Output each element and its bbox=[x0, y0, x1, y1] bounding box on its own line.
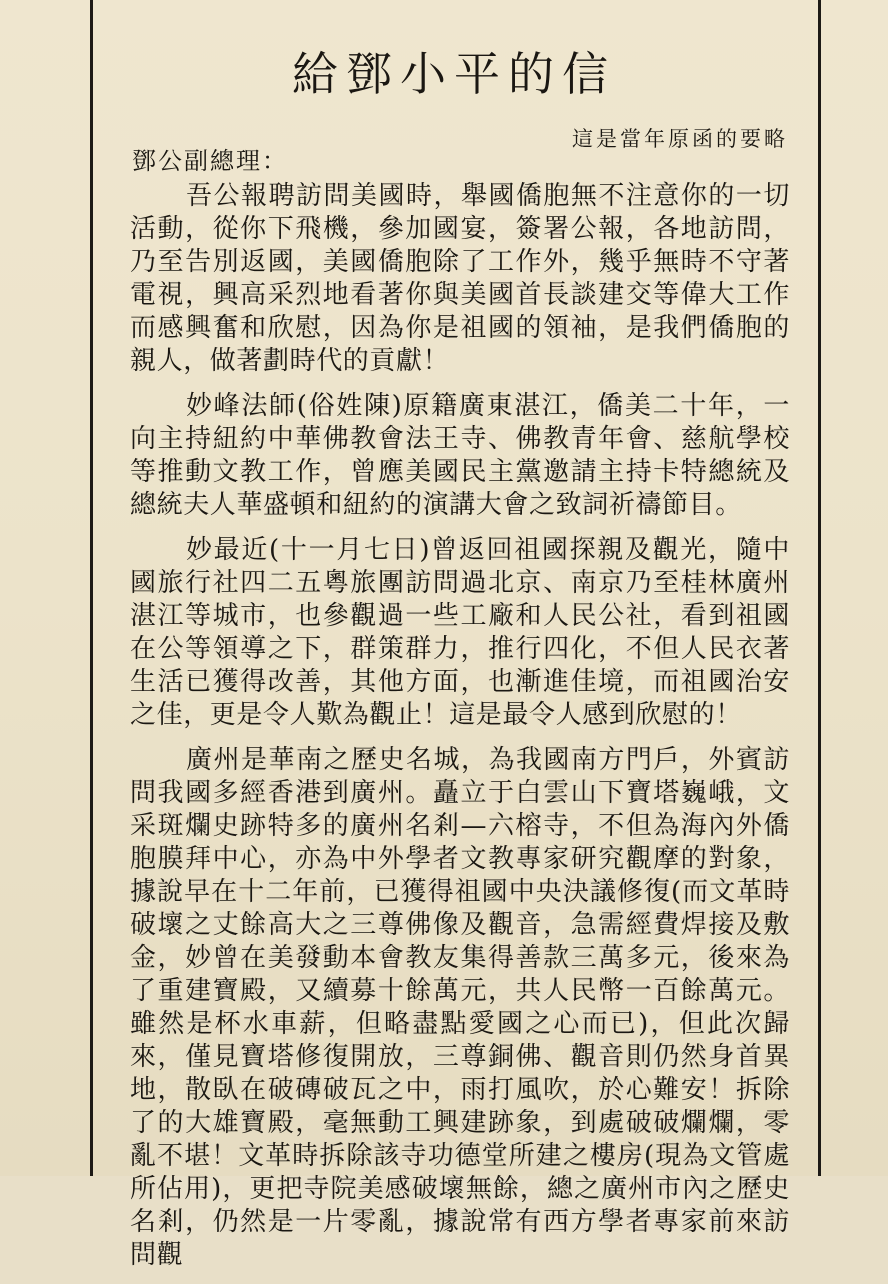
paragraph: 吾公報聘訪問美國時，舉國僑胞無不注意你的一切活動，從你下飛機，參加國宴，簽署公報，各地訪問，乃至告別返國，美國僑胞除了工作外，幾乎無時不守著電視，興高采烈地看著你與美國首長談建交等偉大工作而感興奮和欣慰，因為你是祖國的領袖，是我們僑胞的親人，做著劃時代的貢獻！ bbox=[130, 181, 790, 376]
salutation: 鄧公副總理： bbox=[132, 147, 288, 175]
paragraph: 妙峰法師(俗姓陳)原籍廣東湛江，僑美二十年，一向主持紐約中華佛教會法王寺、佛教青年會、慈航學校等推動文教工作，曾應美國民主黨邀請主持卡特總統及總統夫人華盛頓和紐約的演講大會之致詞祈禱節目。 bbox=[130, 391, 790, 520]
letter-title: 給鄧小平的信 bbox=[292, 47, 616, 101]
paragraph: 妙最近(十一月七日)曾返回祖國探親及觀光，隨中國旅行社四二五粵旅團訪問過北京、南京乃至桂林廣州湛江等城市，也參觀過一些工廠和人民公社，看到祖國在公等領導之下，群策群力，推行四化，不但人民衣著生活已獲得改善，其他方面，也漸進佳境，而祖國治安之佳，更是令人歎為觀止！這是最令人感到欣慰的！ bbox=[130, 535, 790, 730]
right-border-rule bbox=[818, 0, 821, 1176]
left-border-rule bbox=[90, 0, 93, 1176]
letter-body bbox=[130, 180, 790, 1284]
paragraph: 廣州是華南之歷史名城，為我國南方門戶，外賓訪問我國多經香港到廣州。矗立于白雲山下寶塔巍峨，文采斑爛史跡特多的廣州名剎—六榕寺，不但為海內外僑胞膜拜中心，亦為中外學者文教專家研究觀摩的對象，據說早在十二年前，已獲得祖國中央決議修復(而文革時破壞之丈餘高大之三尊佛像及觀音，急需經費焊接及敷金，妙曾在美發動本會教友集得善款三萬多元，後來為了重建寶殿，又續募十餘萬元，共人民幣一百餘萬元。雖然是杯水車薪，但略盡點愛國之心而已)，但此次歸來，僅見寶塔修復開放，三尊銅佛、觀音則仍然身首異地，散臥在破磚破瓦之中，雨打風吹，於心難安！拆除了的大雄寶殿，毫無動工興建跡象，到處破破爛爛，零亂不堪！文革時拆除該寺功德堂所建之樓房(現為文管處所佔用)，更把寺院美感破壞無餘，總之廣州市內之歷史名剎，仍然是一片零亂，據說常有西方學者專家前來訪問觀 bbox=[130, 745, 790, 1270]
summary-note: 這是當年原函的要略 bbox=[572, 127, 788, 151]
